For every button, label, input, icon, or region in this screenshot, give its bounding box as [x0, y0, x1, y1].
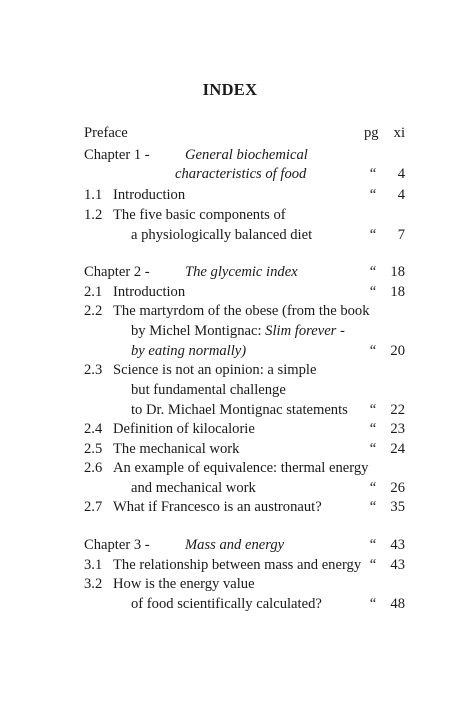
ditto-mark: “ [369, 187, 377, 203]
index-entry-2-4 [0, 419, 460, 439]
section-title-plain: by Michel Montignac: [131, 323, 266, 339]
chapter-label: Chapter 2 - [84, 264, 150, 280]
index-entry-2-5 [0, 439, 460, 459]
book-title: Slim forever - [265, 323, 345, 339]
ditto-mark: “ [369, 557, 377, 573]
ditto-mark: “ [369, 499, 377, 515]
section-number: 2.6 [84, 460, 103, 476]
section-number: 1.1 [84, 187, 103, 203]
page-number: 48 [390, 596, 405, 612]
chapter-title: General biochemical [185, 147, 308, 163]
page-number: 18 [390, 284, 405, 300]
ditto-mark: “ [369, 537, 377, 553]
section-title: The relationship between mass and energy [113, 557, 362, 573]
index-entry-3-1 [0, 555, 460, 575]
index-entry-1-2-cont [0, 225, 460, 245]
section-title: The mechanical work [113, 441, 240, 457]
index-entry-2-6-cont [0, 478, 460, 498]
chapter-title: Mass and energy [185, 537, 285, 553]
section-number: 2.7 [84, 499, 103, 515]
page-number: 26 [390, 480, 405, 496]
page-number: 20 [390, 343, 405, 359]
section-title: Introduction [113, 284, 186, 300]
section-number: 2.4 [84, 421, 103, 437]
ditto-mark: “ [369, 343, 377, 359]
index-entry-1-2 [0, 205, 460, 225]
index-entry-2-3 [0, 360, 460, 380]
ditto-mark: “ [369, 402, 377, 418]
page-number: 24 [390, 441, 405, 457]
section-number: 3.2 [84, 576, 103, 592]
entry-title: Preface [84, 125, 128, 141]
index-entry-3-2 [0, 574, 460, 594]
chapter-title-cont: characteristics of food [175, 166, 307, 182]
ditto-mark: “ [369, 264, 377, 280]
section-title: Introduction [113, 187, 186, 203]
chapter-label: Chapter 1 - [84, 147, 150, 163]
index-entry-2-2-cont2 [0, 341, 460, 361]
index-entry-chapter-1 [0, 145, 460, 165]
book-title-cont: by eating normally) [131, 343, 247, 359]
page-title: INDEX [202, 80, 258, 99]
index-entry-preface [0, 123, 460, 143]
ditto-mark: “ [369, 441, 377, 457]
ditto-mark: “ [369, 421, 377, 437]
index-entry-2-2 [0, 301, 460, 321]
section-title: Definition of kilocalorie [113, 421, 255, 437]
ditto-mark: “ [369, 596, 377, 612]
section-title: The five basic components of [113, 207, 286, 223]
chapter-label: Chapter 3 - [84, 537, 150, 553]
section-title-cont: of food scientifically calculated? [131, 596, 322, 612]
index-entry-chapter-1-cont [0, 164, 460, 184]
index-entry-2-2-cont [0, 321, 460, 341]
section-title-cont: to Dr. Michael Montignac statements [131, 402, 348, 418]
page-number: 23 [390, 421, 405, 437]
pg-label: pg [364, 125, 379, 141]
page-number: 4 [397, 166, 405, 182]
page-number: 43 [390, 537, 405, 553]
section-title: An example of equivalence: thermal energy [113, 460, 369, 476]
ditto-mark: “ [369, 480, 377, 496]
section-title: Science is not an opinion: a simple [113, 362, 317, 378]
index-entry-2-1 [0, 282, 460, 302]
page-number: 4 [397, 187, 405, 203]
section-title: The martyrdom of the obese (from the book [113, 303, 370, 319]
section-number: 2.5 [84, 441, 103, 457]
section-number: 1.2 [84, 207, 103, 223]
section-number: 2.2 [84, 303, 103, 319]
page-number: 43 [390, 557, 405, 573]
section-title-cont [131, 321, 345, 341]
section-number: 3.1 [84, 557, 103, 573]
ditto-mark: “ [369, 166, 377, 182]
page-number: 7 [397, 227, 405, 243]
chapter-title: The glycemic index [185, 264, 298, 280]
section-title-cont: a physiologically balanced diet [131, 227, 313, 243]
page-number: 35 [390, 499, 405, 515]
index-entry-chapter-2 [0, 262, 460, 282]
index-entry-2-7 [0, 497, 460, 517]
page-number: xi [393, 125, 405, 141]
page-number: 22 [390, 402, 405, 418]
ditto-mark: “ [369, 227, 377, 243]
section-title-cont: and mechanical work [131, 480, 256, 496]
section-title-cont: but fundamental challenge [131, 382, 286, 398]
index-entry-2-3-cont [0, 380, 460, 400]
section-title: What if Francesco is an austronaut? [113, 499, 322, 515]
index-entry-3-2-cont [0, 594, 460, 614]
index-entry-1-1 [0, 185, 460, 205]
index-entry-chapter-3 [0, 535, 460, 555]
section-number: 2.3 [84, 362, 103, 378]
ditto-mark: “ [369, 284, 377, 300]
index-entry-2-3-cont2 [0, 400, 460, 420]
section-title: How is the energy value [113, 576, 255, 592]
section-number: 2.1 [84, 284, 103, 300]
index-entry-2-6 [0, 458, 460, 478]
page-number: 18 [390, 264, 405, 280]
